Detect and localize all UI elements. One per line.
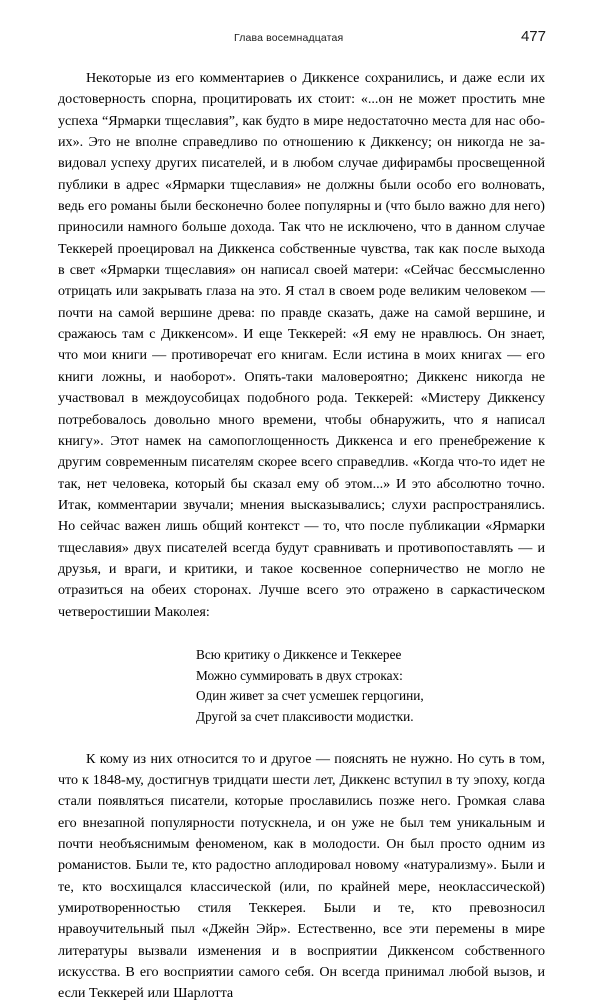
verse-line: Можно суммировать в двух строках: bbox=[196, 667, 403, 683]
text-block bbox=[58, 68, 545, 1005]
chapter-title: Глава восемнадцатая bbox=[234, 32, 344, 44]
verse-line: Всю критику о Диккенсе и Теккерее bbox=[196, 646, 402, 662]
verse-line: Другой за счет плаксивости модистки. bbox=[196, 708, 414, 724]
running-head bbox=[58, 28, 546, 48]
paragraph-second: К кому из них относится то и другое — пояснять не нужно. Но суть в том, что к 1848-му, достигнув тридцати шести лет, Диккенс вступил в ту эпоху, когда стали появляться писатели, которые прославились позже него. Громкая слава его внезапной популярности потускнела, и он уже не был тем уникальным и почти необъяснимым феноменом, как в молодости. Он был просто одним из романистов. Были те, кто радостно аплодировал новому «натурализму». Были и те, кто восхищался классической (или, по крайней мере, неоклассической) умиротворенностью стиля Теккерея. Были и те, кто превозносил нравоучительный пыл «Джейн Эйр». Естественно, все эти перемены в мире литературы вызвали изменения и в восприятии Диккенсом собственного искусства. В его восприятии самого себя. Он всегда принимал любой вызов, и если Теккерей или Шарлотта bbox=[58, 750, 545, 1002]
verse-line: Один живет за счет усмешек герцогини, bbox=[196, 688, 424, 704]
page-number: 477 bbox=[520, 28, 546, 45]
paragraph-first: Некоторые из его комментариев о Диккенсе сохранились, и даже если их достоверность спорна, процитировать их стоит: «...он не может простить мне успеха “Ярмарки тщеславия”, как будто в мире недостаточно места для нас обоих». Это не вполне справедливо по отношению к Диккенсу; он никогда не завидовал успеху других писателей, и в любом случае дифирамбы просвещенной публики в адрес «Ярмарки тщеславия» не должны были особо его волновать, ведь его романы были бесконечно более популярны и (что было важно для него) приносили намного больше дохода. Так что не исключено, что в данном случае Теккерей проецировал на Диккенса собственные чувства, так как после выхода в свет «Ярмарки тщеславия» он написал своей матери: «Сейчас бессмысленно отрицать или закрывать глаза на это. Я стал в своем роде великим человеком — почти на самой вершине древа: по правде сказать, даже на самой вершине, и сражаюсь там с Диккенсом». И еще Теккерей: «Я ему не нравлюсь. Он знает, что мои книги — противоречат его книгам. Если истина в моих книгах — его книги ложны, и наоборот». Опять-таки маловероятно; Диккенс никогда не участвовал в междоусобицах подобного рода. Теккерей: «Мистеру Диккенсу потребовалось довольно много времени, чтобы обнаружить, что я написал книгу». Этот намек на самопоглощенность Диккенса и его пренебрежение к другим современным писателям скорее всего справедлив. «Когда что-то идет не так, нет человека, который бы сказал ему об этом...» И это абсолютно точно. Итак, комментарии звучали; мнения высказывались; слухи распространялись. Но сейчас важен лишь общий контекст — то, что после публикации «Ярмарки тщеславия» двух писателей всегда будут сравнивать и противопоставлять — и друзья, и враги, и критики, и такое косвенное соперничество не могло не отразиться на обеих сторонах. Лучше всего это отражено в саркастическом четверостишии Маколея: bbox=[58, 70, 545, 620]
verse-block bbox=[58, 645, 545, 727]
